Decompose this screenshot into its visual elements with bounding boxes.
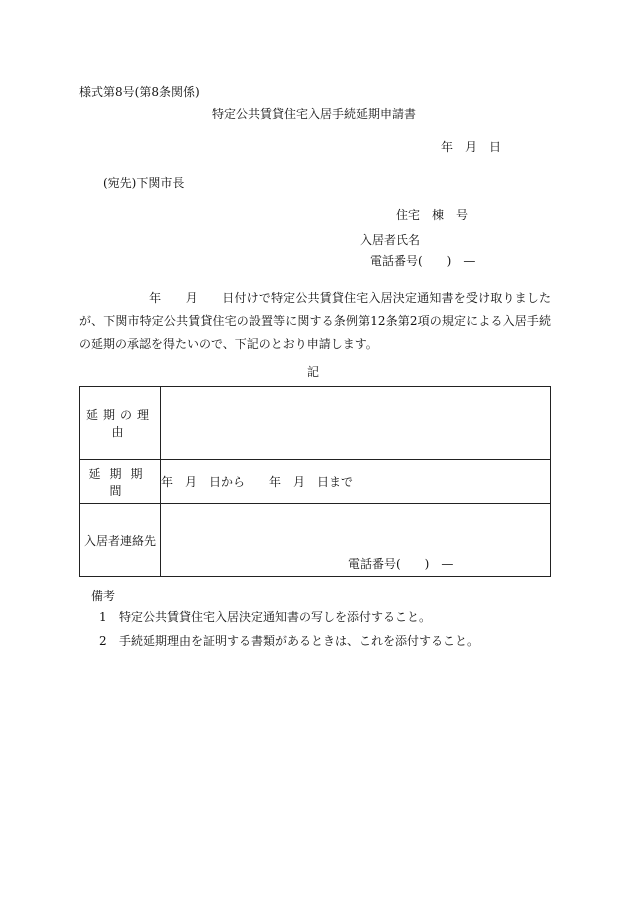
request-body-text (79, 287, 551, 356)
applicant-name-label: 入居者氏名 (360, 233, 421, 247)
notes-heading: 備考 (91, 589, 116, 603)
request-body-part: 年 月 日付けで特定公共賃貸住宅入居決定通知書を受け取りましたが、下関市特定公共賃貸住宅の設置等に関する条例第12条第2項の規定による入居手続の延期の承認を得たいので、下記のとおり申請します。 (79, 291, 551, 351)
note-number: 2 (99, 634, 107, 648)
contact-label: 入居者連絡先 (80, 504, 161, 577)
date-line: 年 月 日 (441, 140, 502, 154)
contact-phone: 電話番号( ) — (348, 557, 454, 571)
note-item (99, 635, 479, 647)
note-number: 1 (99, 610, 107, 624)
reason-label: 延期の理由 (80, 387, 161, 460)
reason-field[interactable] (161, 387, 551, 460)
note-text: 手続延期理由を証明する書類があるときは、これを添付すること。 (119, 634, 480, 648)
period-label: 延期期間 (80, 460, 161, 504)
period-row (80, 460, 551, 504)
addressee: (宛先)下関市長 (103, 176, 185, 190)
contact-row (80, 504, 551, 577)
note-text: 特定公共賃貸住宅入居決定通知書の写しを添付すること。 (119, 610, 432, 624)
reason-row (80, 387, 551, 460)
applicant-address: 住宅 棟 号 (396, 208, 469, 222)
note-item (99, 611, 431, 623)
applicant-phone: 電話番号( ) — (370, 254, 476, 268)
period-field[interactable]: 年 月 日から 年 月 日まで (161, 460, 551, 504)
form-number: 様式第8号(第8条関係) (79, 85, 200, 99)
contact-field[interactable] (161, 504, 551, 577)
document-title: 特定公共賃貸住宅入居手続延期申請書 (212, 107, 417, 121)
ki-heading: 記 (307, 365, 320, 379)
application-table (79, 386, 551, 577)
